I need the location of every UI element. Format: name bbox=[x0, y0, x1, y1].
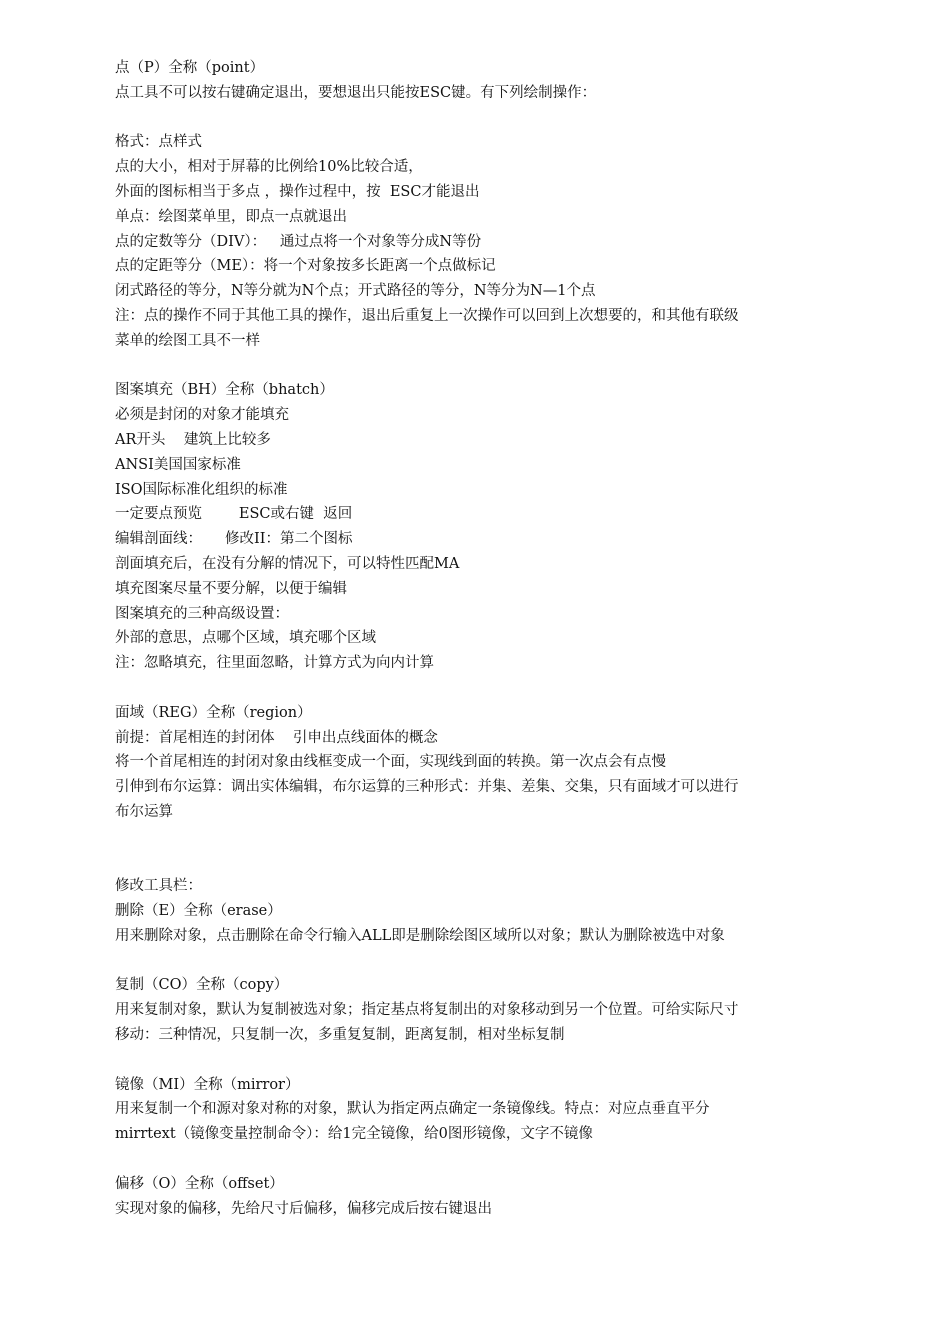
heading-region: 面域（REG）全称（region） bbox=[115, 704, 312, 721]
text-line: AR开头 建筑上比较多 bbox=[115, 431, 271, 448]
heading-modify-toolbar: 修改工具栏： bbox=[115, 878, 202, 895]
text-line: 移动：三种情况，只复制一次，多重复复制，距离复制，相对坐标复制 bbox=[115, 1027, 565, 1044]
text-line: 外部的意思，点哪个区域，填充哪个区域 bbox=[115, 630, 376, 647]
spacer bbox=[115, 1048, 837, 1073]
text-line: 单点：绘图菜单里，即点一点就退出 bbox=[115, 208, 347, 225]
section-mirror bbox=[115, 1073, 837, 1147]
spacer bbox=[115, 354, 837, 379]
heading-erase: 删除（E）全称（erase） bbox=[115, 903, 282, 920]
section-copy bbox=[115, 973, 837, 1047]
text-line: 布尔运算 bbox=[115, 803, 173, 820]
text-line: 必须是封闭的对象才能填充 bbox=[115, 407, 289, 424]
spacer bbox=[115, 949, 837, 974]
text-line: 用来复制对象，默认为复制被选对象；指定基点将复制出的对象移动到另一个位置。可给实际尺寸 bbox=[115, 1002, 739, 1019]
text-line: 菜单的绘图工具不一样 bbox=[115, 332, 260, 349]
text-line: ISO国际标准化组织的标准 bbox=[115, 481, 288, 498]
text-line: 实现对象的偏移，先给尺寸后偏移，偏移完成后按右键退出 bbox=[115, 1200, 492, 1217]
heading-mirror: 镜像（MI）全称（mirror） bbox=[115, 1076, 300, 1093]
section-point bbox=[115, 56, 837, 354]
text-line: 一定要点预览 ESC或右键 返回 bbox=[115, 506, 353, 523]
text-line: 注：点的操作不同于其他工具的操作，退出后重复上一次操作可以回到上次想要的，和其他有联级 bbox=[115, 307, 739, 324]
heading-point: 点（P）全称（point） bbox=[115, 60, 265, 76]
text-line: 引伸到布尔运算：调出实体编辑，布尔运算的三种形式：并集、差集、交集，只有面域才可以进行 bbox=[115, 779, 739, 796]
text-line: 前提：首尾相连的封闭体 引申出点线面体的概念 bbox=[115, 729, 438, 746]
text-line: 填充图案尽量不要分解，以便于编辑 bbox=[115, 580, 347, 597]
section-modify bbox=[115, 874, 837, 948]
heading-offset: 偏移（O）全称（offset） bbox=[115, 1175, 284, 1192]
text-line: 闭式路径的等分，N等分就为N个点；开式路径的等分，N等分为N—1个点 bbox=[115, 283, 596, 300]
text-line: mirrtext（镜像变量控制命令）：给1完全镜像，给0图形镜像，文字不镜像 bbox=[115, 1126, 593, 1143]
section-hatch bbox=[115, 378, 837, 676]
text-line: 点工具不可以按右键确定退出，要想退出只能按ESC键。有下列绘制操作： bbox=[115, 84, 597, 101]
text-line: 将一个首尾相连的封闭对象由线框变成一个面，实现线到面的转换。第一次点会有点慢 bbox=[115, 754, 666, 771]
spacer bbox=[115, 1147, 837, 1172]
heading-hatch: 图案填充（BH）全称（bhatch） bbox=[115, 382, 334, 399]
document-page bbox=[115, 56, 837, 1221]
text-line: 点的大小，相对于屏幕的比例给10%比较合适， bbox=[115, 159, 423, 176]
text-line: 注：忽略填充，往里面忽略，计算方式为向内计算 bbox=[115, 655, 434, 672]
text-line: 格式：点样式 bbox=[115, 134, 202, 151]
spacer bbox=[115, 825, 837, 875]
text-line: 剖面填充后，在没有分解的情况下，可以特性匹配MA bbox=[115, 555, 460, 572]
text-line: 用来删除对象，点击删除在命令行输入ALL即是删除绘图区域所以对象；默认为删除被选中对象 bbox=[115, 927, 725, 944]
text-line: 点的定数等分（DIV）： 通过点将一个对象等分成N等份 bbox=[115, 233, 482, 250]
text-line: ANSI美国国家标准 bbox=[115, 456, 241, 473]
section-offset bbox=[115, 1172, 837, 1222]
section-region bbox=[115, 701, 837, 825]
blank-line bbox=[115, 106, 837, 131]
text-line: 图案填充的三种高级设置： bbox=[115, 605, 289, 622]
text-line: 用来复制一个和源对象对称的对象，默认为指定两点确定一条镜像线。特点：对应点垂直平分 bbox=[115, 1101, 710, 1118]
text-line: 外面的图标相当于多点 ，操作过程中，按 ESC才能退出 bbox=[115, 183, 480, 200]
text-line: 点的定距等分（ME）：将一个对象按多长距离一个点做标记 bbox=[115, 258, 496, 275]
spacer bbox=[115, 676, 837, 701]
text-line: 编辑剖面线： 修改II：第二个图标 bbox=[115, 531, 353, 548]
heading-copy: 复制（CO）全称（copy） bbox=[115, 977, 289, 994]
